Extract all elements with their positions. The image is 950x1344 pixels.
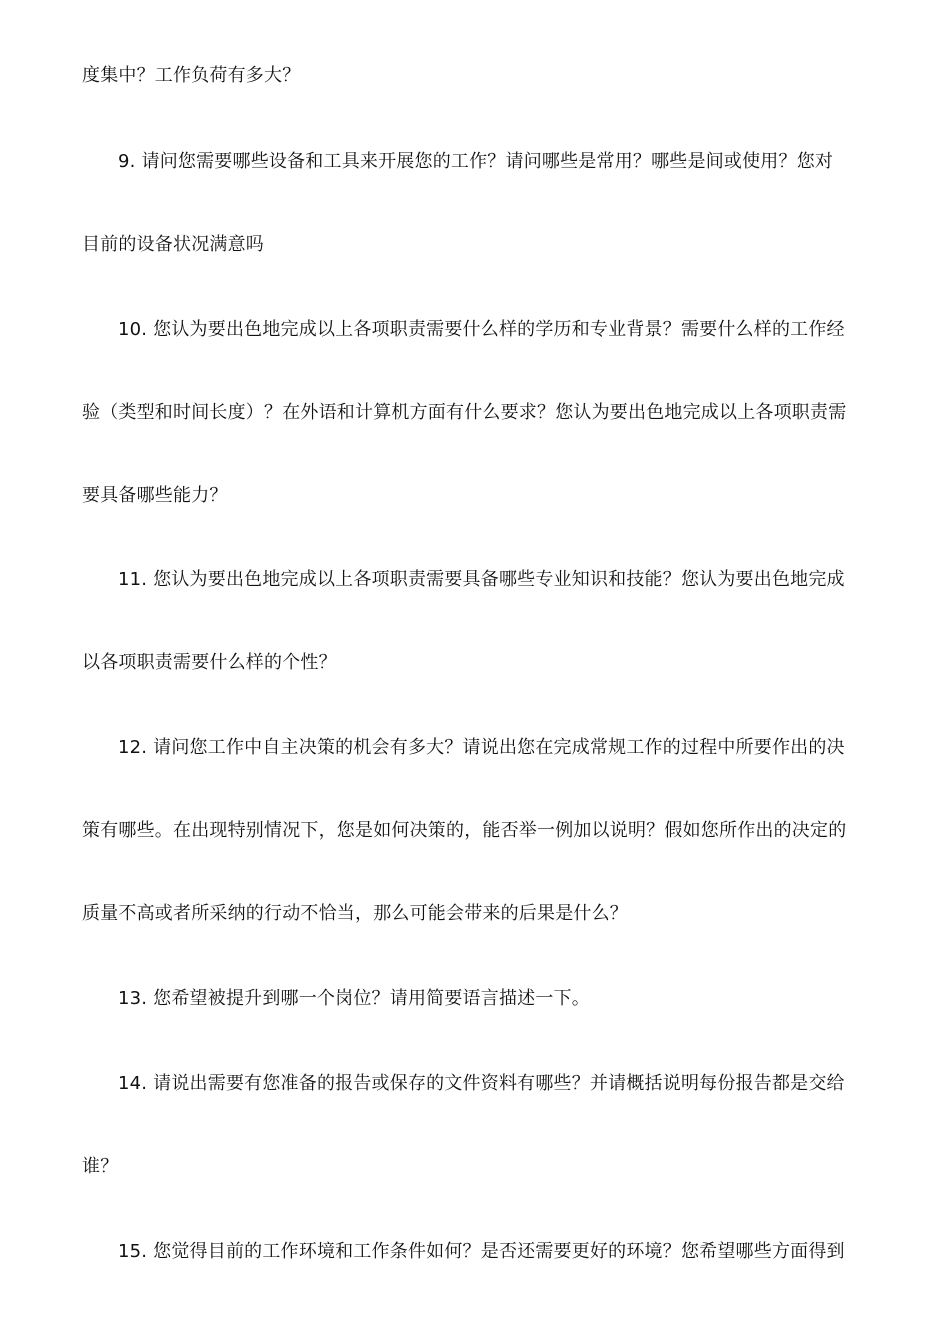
text-line: 以各项职责需要什么样的个性？ — [82, 652, 337, 673]
text-line: 验（类型和时间长度）？在外语和计算机方面有什么要求？您认为要出色地完成以上各项职责需 — [82, 402, 847, 423]
question-12-line: 12. 请问您工作中自主决策的机会有多大？请说出您在完成常规工作的过程中所要作出的决 — [118, 737, 845, 758]
question-15-line: 15. 您觉得目前的工作环境和工作条件如何？是否还需要更好的环境？您希望哪些方面得到 — [118, 1241, 845, 1262]
text-line: 质量不高或者所采纳的行动不恰当，那么可能会带来的后果是什么？ — [82, 903, 628, 924]
text-line: 度集中？工作负荷有多大？ — [82, 65, 301, 86]
text-line: 谁？ — [82, 1156, 119, 1177]
question-13-line: 13. 您希望被提升到哪一个岗位？请用简要语言描述一下。 — [118, 988, 590, 1009]
question-10-line: 10. 您认为要出色地完成以上各项职责需要什么样的学历和专业背景？需要什么样的工作经 — [118, 319, 845, 340]
question-14-line: 14. 请说出需要有您准备的报告或保存的文件资料有哪些？并请概括说明每份报告都是交给 — [118, 1073, 845, 1094]
text-line: 要具备哪些能力？ — [82, 485, 228, 506]
text-line: 策有哪些。在出现特别情况下，您是如何决策的，能否举一例加以说明？假如您所作出的决定的 — [82, 820, 847, 841]
question-9-line: 9. 请问您需要哪些设备和工具来开展您的工作？请问哪些是常用？哪些是间或使用？您对 — [118, 151, 834, 172]
question-11-line: 11. 您认为要出色地完成以上各项职责需要具备哪些专业知识和技能？您认为要出色地完成 — [118, 569, 845, 590]
text-line: 目前的设备状况满意吗 — [82, 234, 264, 255]
